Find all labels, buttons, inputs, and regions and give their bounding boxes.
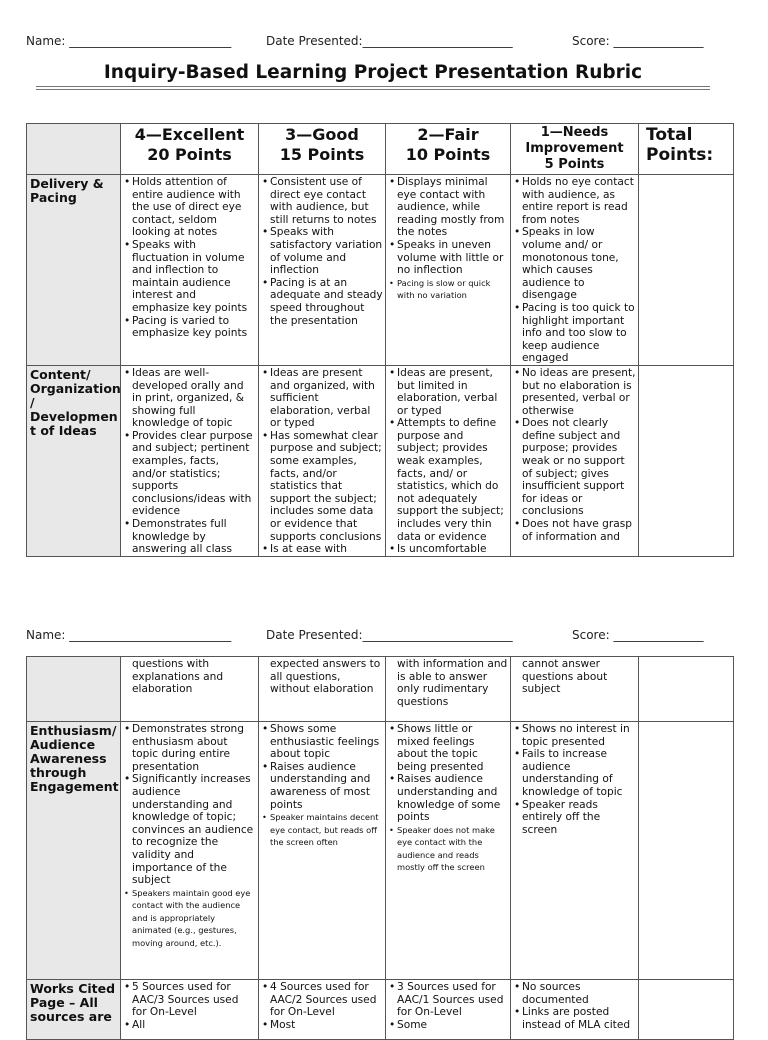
list-item: • Raises audience understanding and knowledge of some points	[389, 773, 508, 823]
list-item: • Does not have grasp of information and	[514, 518, 636, 543]
works-excellent-cell	[121, 980, 259, 1040]
works-needs-cell	[511, 980, 639, 1040]
row-label-content-organization: Content/ Organization / Developmen t of Ideas	[27, 365, 121, 556]
rubric-table-page2	[26, 656, 734, 1040]
list-item: • Holds attention of entire audience with the use of direct eye contact, seldom looking at notes	[124, 176, 256, 239]
col-header-excellent-points: 20 Points	[147, 145, 232, 164]
list-item: • 4 Sources used for AAC/2 Sources used for On-Level	[262, 981, 383, 1019]
col-header-needs-title-2: Improvement	[525, 141, 624, 156]
row-label-delivery-pacing: Delivery & Pacing	[27, 175, 121, 366]
delivery-excellent-cell	[121, 175, 259, 366]
score-field-label: Score: _______________	[572, 628, 704, 642]
list-item: • Links are posted instead of MLA cited	[514, 1006, 636, 1031]
list-item: • Shows no interest in topic presented	[514, 723, 636, 748]
col-header-total-line1: Total	[646, 125, 693, 145]
list-item: • Speaker reads entirely off the screen	[514, 799, 636, 837]
col-header-good	[259, 124, 386, 175]
content-good-cell	[259, 365, 386, 556]
list-item: • Ideas are present and organized, with sufficient elaboration, verbal or typed	[262, 367, 383, 430]
list-item: • Provides clear purpose and subject; pertinent examples, facts, and/or statistics; supports conclusions/ideas with evidence	[124, 430, 256, 518]
content-total-cont-cell[interactable]	[639, 657, 734, 722]
list-item: • Ideas are well-developed orally and in print, organized, & showing full knowledge of topic	[124, 367, 256, 430]
col-header-needs-points: 5 Points	[544, 157, 605, 172]
list-item: • Consistent use of direct eye contact with audience, but still returns to notes	[262, 176, 383, 226]
list-item: • Speaker maintains decent eye contact, but reads off the screen often	[262, 811, 383, 849]
col-header-total-points	[639, 124, 734, 175]
date-presented-field-label: Date Presented:_________________________	[266, 34, 513, 48]
list-item: • Pacing is too quick to highlight important info and too slow to keep audience engaged	[514, 302, 636, 365]
row-label-continued	[27, 657, 121, 722]
col-header-excellent	[121, 124, 259, 175]
col-header-fair-title: 2—Fair	[417, 125, 479, 144]
row-label-enthusiasm: Enthusiasm/ Audience Awareness through Engagement	[27, 722, 121, 980]
continued-text: questions with explanations and elaboration	[132, 658, 224, 696]
list-item: • Speaker does not make eye contact with the audience and reads mostly off the screen	[389, 824, 508, 874]
list-item: • 3 Sources used for AAC/1 Sources used for On-Level	[389, 981, 508, 1019]
delivery-total-cell[interactable]	[639, 175, 734, 366]
row-works-cited	[27, 980, 734, 1040]
row-content-organization	[27, 365, 734, 556]
row-content-continued	[27, 657, 734, 722]
list-item: • Ideas are present, but limited in elaboration, verbal or typed	[389, 367, 508, 417]
list-item: • Speaks in uneven volume with little or no inflection	[389, 239, 508, 277]
delivery-fair-cell	[386, 175, 511, 366]
list-item: • Pacing is varied to emphasize key points	[124, 315, 256, 340]
col-header-fair-points: 10 Points	[405, 145, 491, 164]
col-header-needs-improvement	[511, 124, 639, 175]
list-item: • Speaks with satisfactory variation of volume and inflection	[262, 226, 383, 276]
content-needs-cell	[511, 365, 639, 556]
row-label-works-cited: Works Cited Page – All sources are	[27, 980, 121, 1040]
continued-text: with information and is able to answer only rudimentary questions	[397, 658, 508, 708]
content-total-cell[interactable]	[639, 365, 734, 556]
column-header-row	[27, 124, 734, 175]
list-item: • Demonstrates strong enthusiasm about topic during entire presentation	[124, 723, 256, 773]
name-field-label: Name: ___________________________	[26, 628, 232, 642]
list-item: • Pacing is at an adequate and steady speed throughout the presentation	[262, 277, 383, 327]
works-total-cell[interactable]	[639, 980, 734, 1040]
name-field-label: Name: ___________________________	[26, 34, 232, 48]
list-item: • Raises audience understanding and awareness of most points	[262, 761, 383, 811]
list-item: • Shows little or mixed feelings about the topic being presented	[389, 723, 508, 773]
enthusiasm-excellent-cell	[121, 722, 259, 980]
list-item: • Most	[262, 1019, 383, 1032]
delivery-good-cell	[259, 175, 386, 366]
list-item: • 5 Sources used for AAC/3 Sources used for On-Level	[124, 981, 256, 1019]
content-excellent-cont-cell	[121, 657, 259, 722]
content-fair-cell	[386, 365, 511, 556]
list-item: • All	[124, 1019, 256, 1032]
list-item: • Attempts to define purpose and subject; provides weak examples, facts, and/ or statistics, which do not adequately support the subject; includes very thin data or evidence	[389, 417, 508, 543]
page-title: Inquiry-Based Learning Project Presentation Rubric	[103, 62, 643, 83]
continued-text: expected answers to all questions, without elaboration	[270, 658, 381, 696]
list-item: • Pacing is slow or quick with no variation	[389, 277, 508, 302]
row-delivery-pacing	[27, 175, 734, 366]
col-header-total-line2: Points:	[646, 145, 714, 165]
list-item: • Has somewhat clear purpose and subject; some examples, facts, and/or statistics that support the subject; includes some data or evidence that supports conclusions	[262, 430, 383, 543]
list-item: • Is at ease with	[262, 543, 383, 556]
list-item: • No ideas are present, but no elaboration is presented, verbal or otherwise	[514, 367, 636, 417]
list-item: • Is uncomfortable	[389, 543, 508, 556]
enthusiasm-fair-cell	[386, 722, 511, 980]
content-good-cont-cell	[259, 657, 386, 722]
list-item: • Holds no eye contact with audience, as entire report is read from notes	[514, 176, 636, 226]
works-good-cell	[259, 980, 386, 1040]
delivery-needs-cell	[511, 175, 639, 366]
content-fair-cont-cell	[386, 657, 511, 722]
continued-text: cannot answer questions about subject	[522, 658, 608, 696]
col-header-needs-title: 1—Needs	[540, 125, 609, 140]
date-presented-field-label: Date Presented:_________________________	[266, 628, 513, 642]
works-fair-cell	[386, 980, 511, 1040]
list-item: • Displays minimal eye contact with audience, while reading mostly from the notes	[389, 176, 508, 239]
col-header-good-title: 3—Good	[285, 125, 359, 144]
enthusiasm-good-cell	[259, 722, 386, 980]
col-header-good-points: 15 Points	[279, 145, 365, 164]
list-item: • Shows some enthusiastic feelings about topic	[262, 723, 383, 761]
col-header-fair	[386, 124, 511, 175]
corner-cell	[27, 124, 121, 175]
content-excellent-cell	[121, 365, 259, 556]
list-item: • Does not clearly define subject and purpose; provides weak or no support of subject; gives insufficient support for ideas or conclusions	[514, 417, 636, 518]
list-item: • Some	[389, 1019, 508, 1032]
list-item: • Demonstrates full knowledge by answering all class	[124, 518, 256, 556]
content-needs-cont-cell	[511, 657, 639, 722]
score-field-label: Score: _______________	[572, 34, 704, 48]
enthusiasm-needs-cell	[511, 722, 639, 980]
enthusiasm-total-cell[interactable]	[639, 722, 734, 980]
list-item: • Speaks in low volume and/ or monotonous tone, which causes audience to disengage	[514, 226, 636, 302]
list-item: • Speaks with fluctuation in volume and inflection to maintain audience interest and emphasize key points	[124, 239, 256, 315]
list-item: • No sources documented	[514, 981, 636, 1006]
list-item: • Speakers maintain good eye contact with the audience and is appropriately animated (e.g., gestures, moving around, etc.).	[124, 887, 256, 950]
col-header-excellent-title: 4—Excellent	[134, 125, 245, 144]
title-divider	[36, 86, 710, 90]
list-item: • Fails to increase audience understanding of knowledge of topic	[514, 748, 636, 798]
row-enthusiasm	[27, 722, 734, 980]
list-item: • Significantly increases audience understanding and knowledge of topic; convinces an audience to recognize the validity and importance of the subject	[124, 773, 256, 886]
rubric-table-page1	[26, 123, 734, 557]
